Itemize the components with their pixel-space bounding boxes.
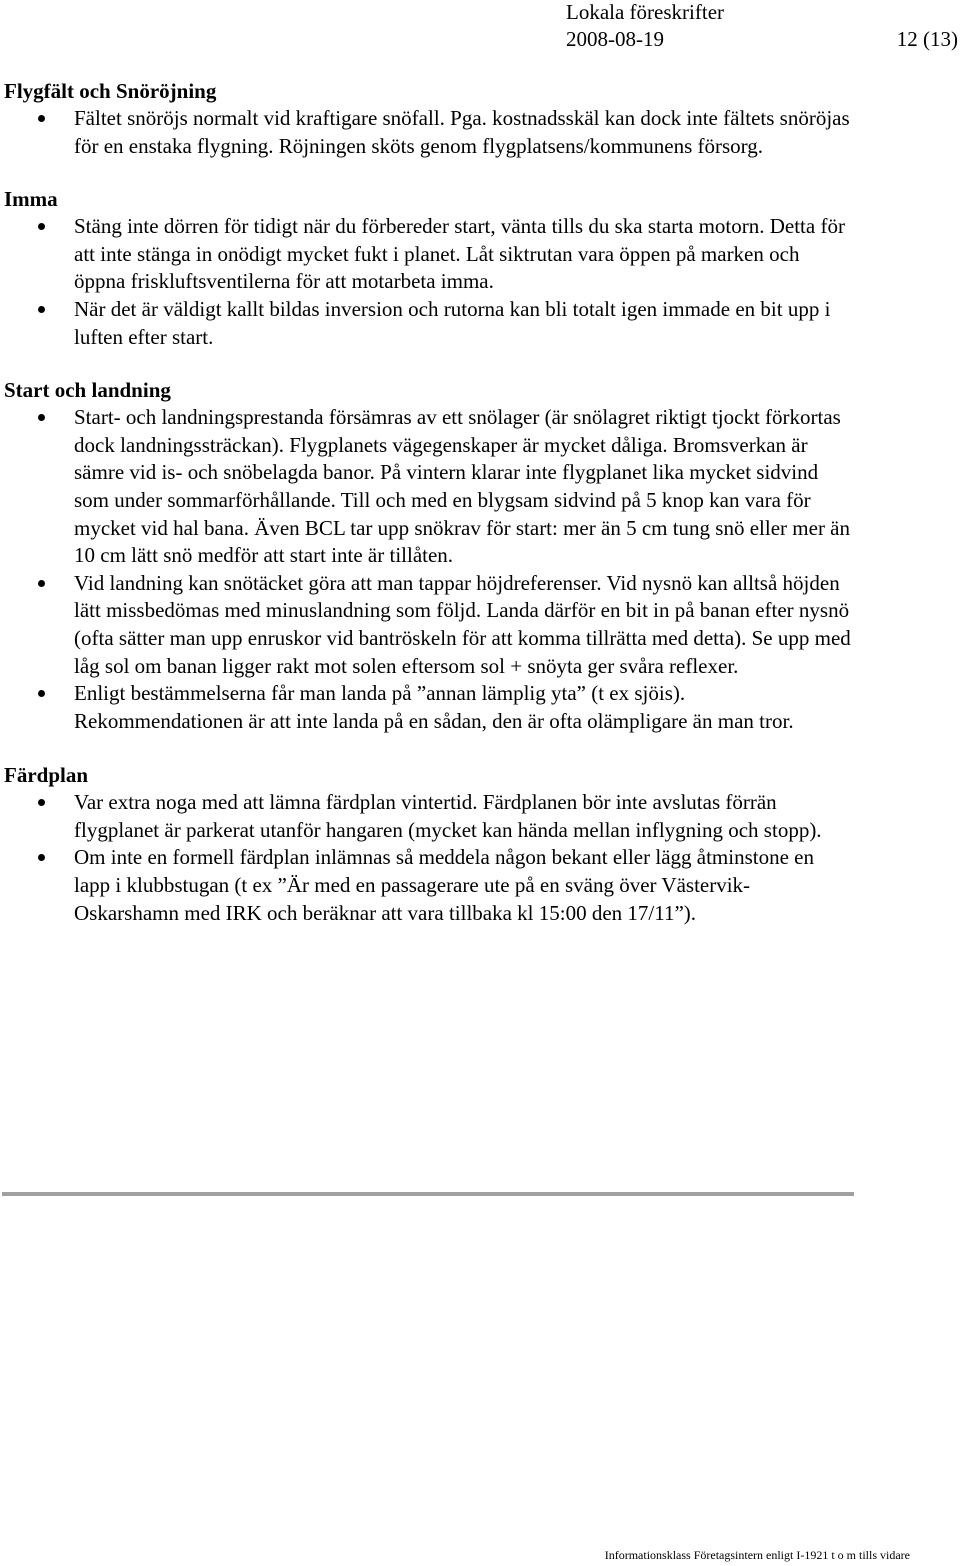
document-body bbox=[4, 78, 854, 951]
list-item bbox=[4, 570, 854, 680]
list-item-text: Start- och landningsprestanda försämras av ett snölager (är snölagret riktigt tjockt förkortas dock landningssträckan). Flygplanets vägegenskaper är mycket dåliga. Bromsverkan är sämre vid is- och snöbelagda banor. På vintern klarar inte flygplanet lika mycket sidvind som under sommarförhållande. Till och med en blygsam sidvind på 5 knop kan vara för mycket vid hal bana. Även BCL tar upp snökrav för start: mer än 5 cm tung snö eller mer än 10 cm lätt snö medför att start inte är tillåten. bbox=[74, 405, 851, 568]
bullet-icon bbox=[38, 799, 45, 806]
bullet-icon bbox=[38, 580, 45, 587]
list-item-text: Vid landning kan snötäcket göra att man tappar höjdreferenser. Vid nysnö kan alltså höjden lätt missbedömas med minuslandning som följd. Landa därför en bit in på banan efter nysnö (ofta sätter man upp enruskor vid bantröskeln för att komma tillrätta med detta). Se upp med låg sol om banan ligger rakt mot solen eftersom sol + snöyta ger svåra reflexer. bbox=[74, 570, 851, 678]
classification-footer: Informationsklass Företagsintern enligt I-1921 t o m tills vidare bbox=[604, 1548, 910, 1562]
list-item-text: Enligt bestämmelserna får man landa på ”annan lämplig yta” (t ex sjöis). Rekommendationen är att inte landa på en sådan, den är ofta olämpligare än man tror. bbox=[74, 681, 794, 733]
page-header bbox=[0, 0, 960, 60]
list-item-text: Om inte en formell färdplan inlämnas så meddela någon bekant eller lägg åtminstone en lapp i klubbstugan (t ex ”Är med en passagerare ute på en sväng över Västervik-Oskarshamn med IRK och beräknar att vara tillbaka kl 15:00 den 17/11”). bbox=[74, 845, 815, 925]
section-heading: Imma bbox=[4, 187, 58, 212]
bullet-icon bbox=[38, 854, 45, 861]
document-title: Lokala föreskrifter bbox=[566, 0, 725, 24]
section-heading: Flygfält och Snöröjning bbox=[4, 79, 217, 103]
list-item bbox=[4, 296, 854, 351]
bullet-icon bbox=[38, 223, 45, 230]
list-item bbox=[4, 789, 854, 844]
list-item bbox=[4, 680, 854, 735]
footer-divider bbox=[2, 1192, 854, 1196]
list-item bbox=[4, 404, 854, 570]
bullet-list bbox=[4, 404, 854, 735]
section-heading: Färdplan bbox=[4, 763, 89, 788]
bullet-list bbox=[4, 789, 854, 927]
bullet-icon bbox=[38, 690, 45, 697]
list-item bbox=[4, 844, 854, 927]
list-item-text: När det är väldigt kallt bildas inversion och rutorna kan bli totalt igen immade en bit upp i luften efter start. bbox=[74, 296, 831, 349]
bullet-icon bbox=[38, 115, 45, 122]
list-item bbox=[4, 213, 854, 296]
section-heading: Start och landning bbox=[4, 378, 171, 403]
list-item-text: Fältet snöröjs normalt vid kraftigare snöfall. Pga. kostnadsskäl kan dock inte fältets snöröjas för en enstaka flygning. Röjningen sköts genom flygplatsens/kommunens försorg. bbox=[74, 106, 850, 158]
section-start-och-landning bbox=[4, 377, 854, 735]
bullet-list bbox=[4, 213, 854, 351]
list-item-text: Var extra noga med att lämna färdplan vintertid. Färdplanen bör inte avslutas förrän flygplanet är parkerat utanför hangaren (mycket kan hända mellan inflygning och stopp). bbox=[74, 790, 822, 842]
list-item-text: Stäng inte dörren för tidigt när du förbereder start, vänta tills du ska starta motorn. Detta för att inte stänga in onödigt mycket fukt i planet. Låt siktrutan vara öppen på marken och öppna friskluftsventilerna för att motarbeta imma. bbox=[74, 214, 845, 294]
document-date: 2008-08-19 bbox=[566, 27, 664, 51]
section-imma bbox=[4, 186, 854, 351]
section-flygfalt bbox=[4, 78, 854, 160]
bullet-icon bbox=[38, 306, 45, 313]
page-number: 12 (13) bbox=[896, 27, 958, 51]
section-fardplan bbox=[4, 762, 854, 927]
list-item bbox=[4, 105, 854, 160]
bullet-list bbox=[4, 105, 854, 160]
bullet-icon bbox=[38, 414, 45, 421]
